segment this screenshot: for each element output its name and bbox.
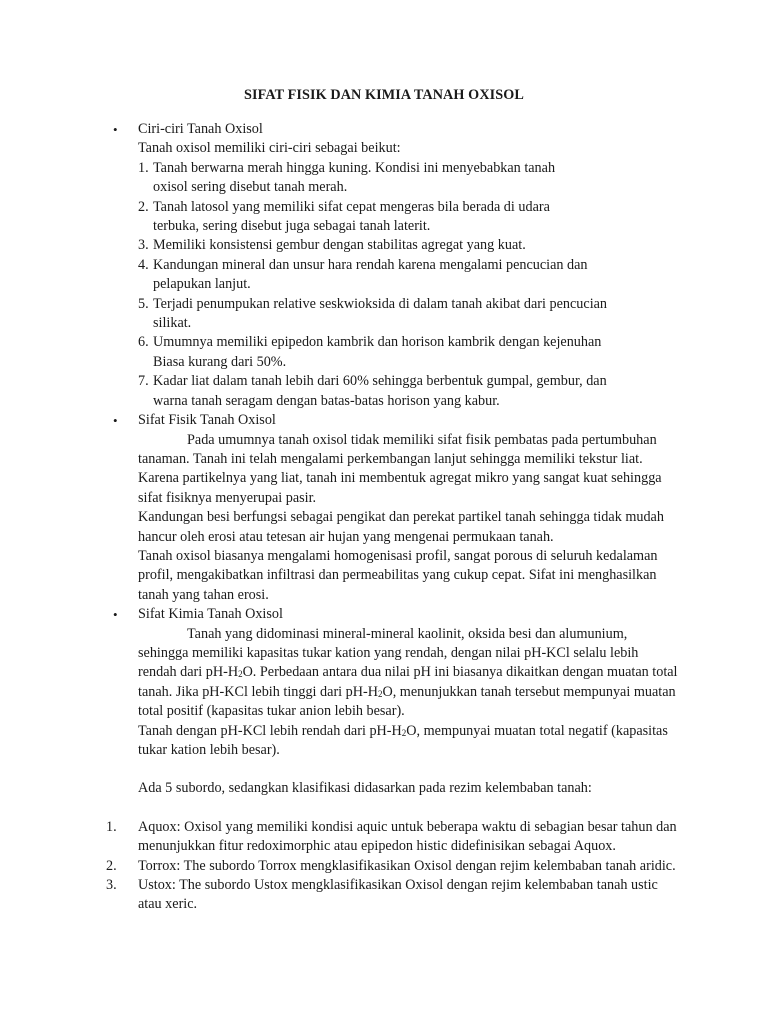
spacer	[0, 799, 768, 818]
list-item	[138, 198, 768, 237]
bullet-icon: •	[113, 413, 118, 429]
subscript: 2	[401, 727, 407, 738]
text-run: O, menunjukkan tanah tersebut mempunyai muatan total positif (kapasitas tukar anion lebih besar).	[138, 683, 676, 720]
paragraph: Kandungan besi berfungsi sebagai pengikat dan perekat partikel tanah sehingga tidak mudah hancur oleh erosi atau tetesan air hujan yang mengenai permukaan tanah.	[138, 509, 664, 545]
list-text-cont: warna tanah seragam dengan batas-batas horison yang kabur.	[153, 392, 500, 409]
list-number: 1.	[138, 159, 149, 176]
section-heading: Ciri-ciri Tanah Oxisol	[138, 121, 263, 137]
list-number: 7.	[138, 373, 149, 390]
list-text: Umumnya memiliki epipedon kambrik dan horison kambrik dengan kejenuhan	[153, 334, 602, 351]
list-text: Memiliki konsistensi gembur dengan stabilitas agregat yang kuat.	[153, 237, 526, 254]
list-item	[138, 236, 768, 255]
list-text-cont: pelapukan lanjut.	[153, 276, 251, 293]
section-paragraphs	[138, 625, 678, 761]
paragraph: Pada umumnya tanah oxisol tidak memiliki sifat fisik pembatas pada pertumbuhan tanaman. Tanah ini telah mengalami perkembangan lanjut sehingga memiliki tekstur liat. Karena partikelnya yang liat, tanah ini membentuk agregat mikro yang sangat kuat sehingga sifat fisiknya menyerupai pasir.	[138, 431, 662, 506]
list-item	[138, 159, 768, 198]
list-number: 2.	[138, 198, 149, 215]
list-item	[138, 256, 768, 295]
list-item	[106, 876, 678, 915]
document-body	[0, 120, 768, 915]
subordo-intro: Ada 5 subordo, sedangkan klasifikasi didasarkan pada rezim kelembaban tanah:	[138, 780, 592, 797]
text-run: Tanah dengan pH-KCl lebih rendah dari pH-H	[138, 722, 402, 739]
list-number: 2.	[106, 857, 117, 874]
section-heading: Sifat Kimia Tanah Oxisol	[138, 606, 283, 623]
list-text: Tanah latosol yang memiliki sifat cepat mengeras bila berada di udara	[153, 198, 550, 215]
list-number: 5.	[138, 295, 149, 312]
list-text-cont: silikat.	[153, 315, 192, 332]
subscript: 2	[238, 669, 243, 680]
section-paragraphs	[138, 431, 678, 606]
list-item	[106, 857, 678, 876]
list-item	[138, 333, 768, 372]
list-number: 3.	[138, 237, 149, 254]
list-number: 6.	[138, 334, 149, 351]
list-number: 1.	[106, 818, 117, 835]
text-run: Tanah yang didominasi mineral-mineral kaolinit, oksida besi dan alumunium, sehingga memiliki kapasitas tukar kation yang rendah, dengan nilai pH-KCl selalu lebih rendah dari pH-H	[138, 625, 639, 681]
list-item	[106, 818, 678, 857]
list-text: Torrox: The subordo Torrox mengklasifikasikan Oxisol dengan rejim kelembaban tanah aridic.	[138, 857, 676, 874]
list-text-cont: Biasa kurang dari 50%.	[153, 353, 287, 370]
paragraph	[138, 722, 678, 761]
list-text: Kadar liat dalam tanah lebih dari 60% sehingga berbentuk gumpal, gembur, dan	[153, 373, 607, 390]
list-item	[138, 372, 768, 411]
list-text-cont: oxisol sering disebut tanah merah.	[153, 179, 348, 196]
section-fisik	[0, 411, 768, 605]
list-item	[138, 295, 768, 334]
bullet-icon: •	[113, 122, 118, 137]
document-title: SIFAT FISIK DAN KIMIA TANAH OXISOL	[244, 87, 524, 103]
list-text: Ustox: The subordo Ustox mengklasifikasikan Oxisol dengan rejim kelembaban tanah ustic atau xeric.	[138, 877, 658, 913]
list-number: 4.	[138, 256, 149, 273]
list-text: Kandungan mineral dan unsur hara rendah karena mengalami pencucian dan	[153, 256, 588, 273]
spacer	[0, 760, 768, 779]
list-number: 3.	[106, 877, 117, 894]
text-run: O. Perbedaan antara dua nilai pH ini biasanya dikaitkan dengan muatan total tanah. Jika pH-KCl lebih tinggi dari pH-H	[138, 664, 678, 700]
paragraph: Tanah oxisol biasanya mengalami homogenisasi profil, sangat porous di seluruh kedalaman profil, mengakibatkan infiltrasi dan permeabilitas yang cukup cepat. Sifat ini menghasilkan tanah yang tahan erosi.	[138, 547, 658, 603]
paragraph	[138, 625, 678, 722]
bullet-icon: •	[113, 607, 118, 623]
section-kimia	[0, 605, 768, 760]
list-text: Tanah berwarna merah hingga kuning. Kondisi ini menyebabkan tanah	[153, 159, 556, 176]
section-ciri	[0, 120, 768, 411]
text-run: O, mempunyai muatan total negatif (kapasitas tukar kation lebih besar).	[138, 722, 668, 758]
section-intro: Tanah oxisol memiliki ciri-ciri sebagai beikut:	[138, 140, 401, 157]
list-text: Aquox: Oxisol yang memiliki kondisi aquic untuk beberapa waktu di sebagian besar tahun dan menunjukkan fitur redoximorphic atau epipedon histic didefinisikan sebagai Aquox.	[138, 818, 677, 855]
subscript: 2	[377, 688, 383, 699]
section-heading: Sifat Fisik Tanah Oxisol	[138, 412, 276, 429]
list-text-cont: terbuka, sering disebut juga sebagai tanah laterit.	[153, 218, 431, 235]
list-text: Terjadi penumpukan relative seskwioksida di dalam tanah akibat dari pencucian	[153, 295, 608, 312]
